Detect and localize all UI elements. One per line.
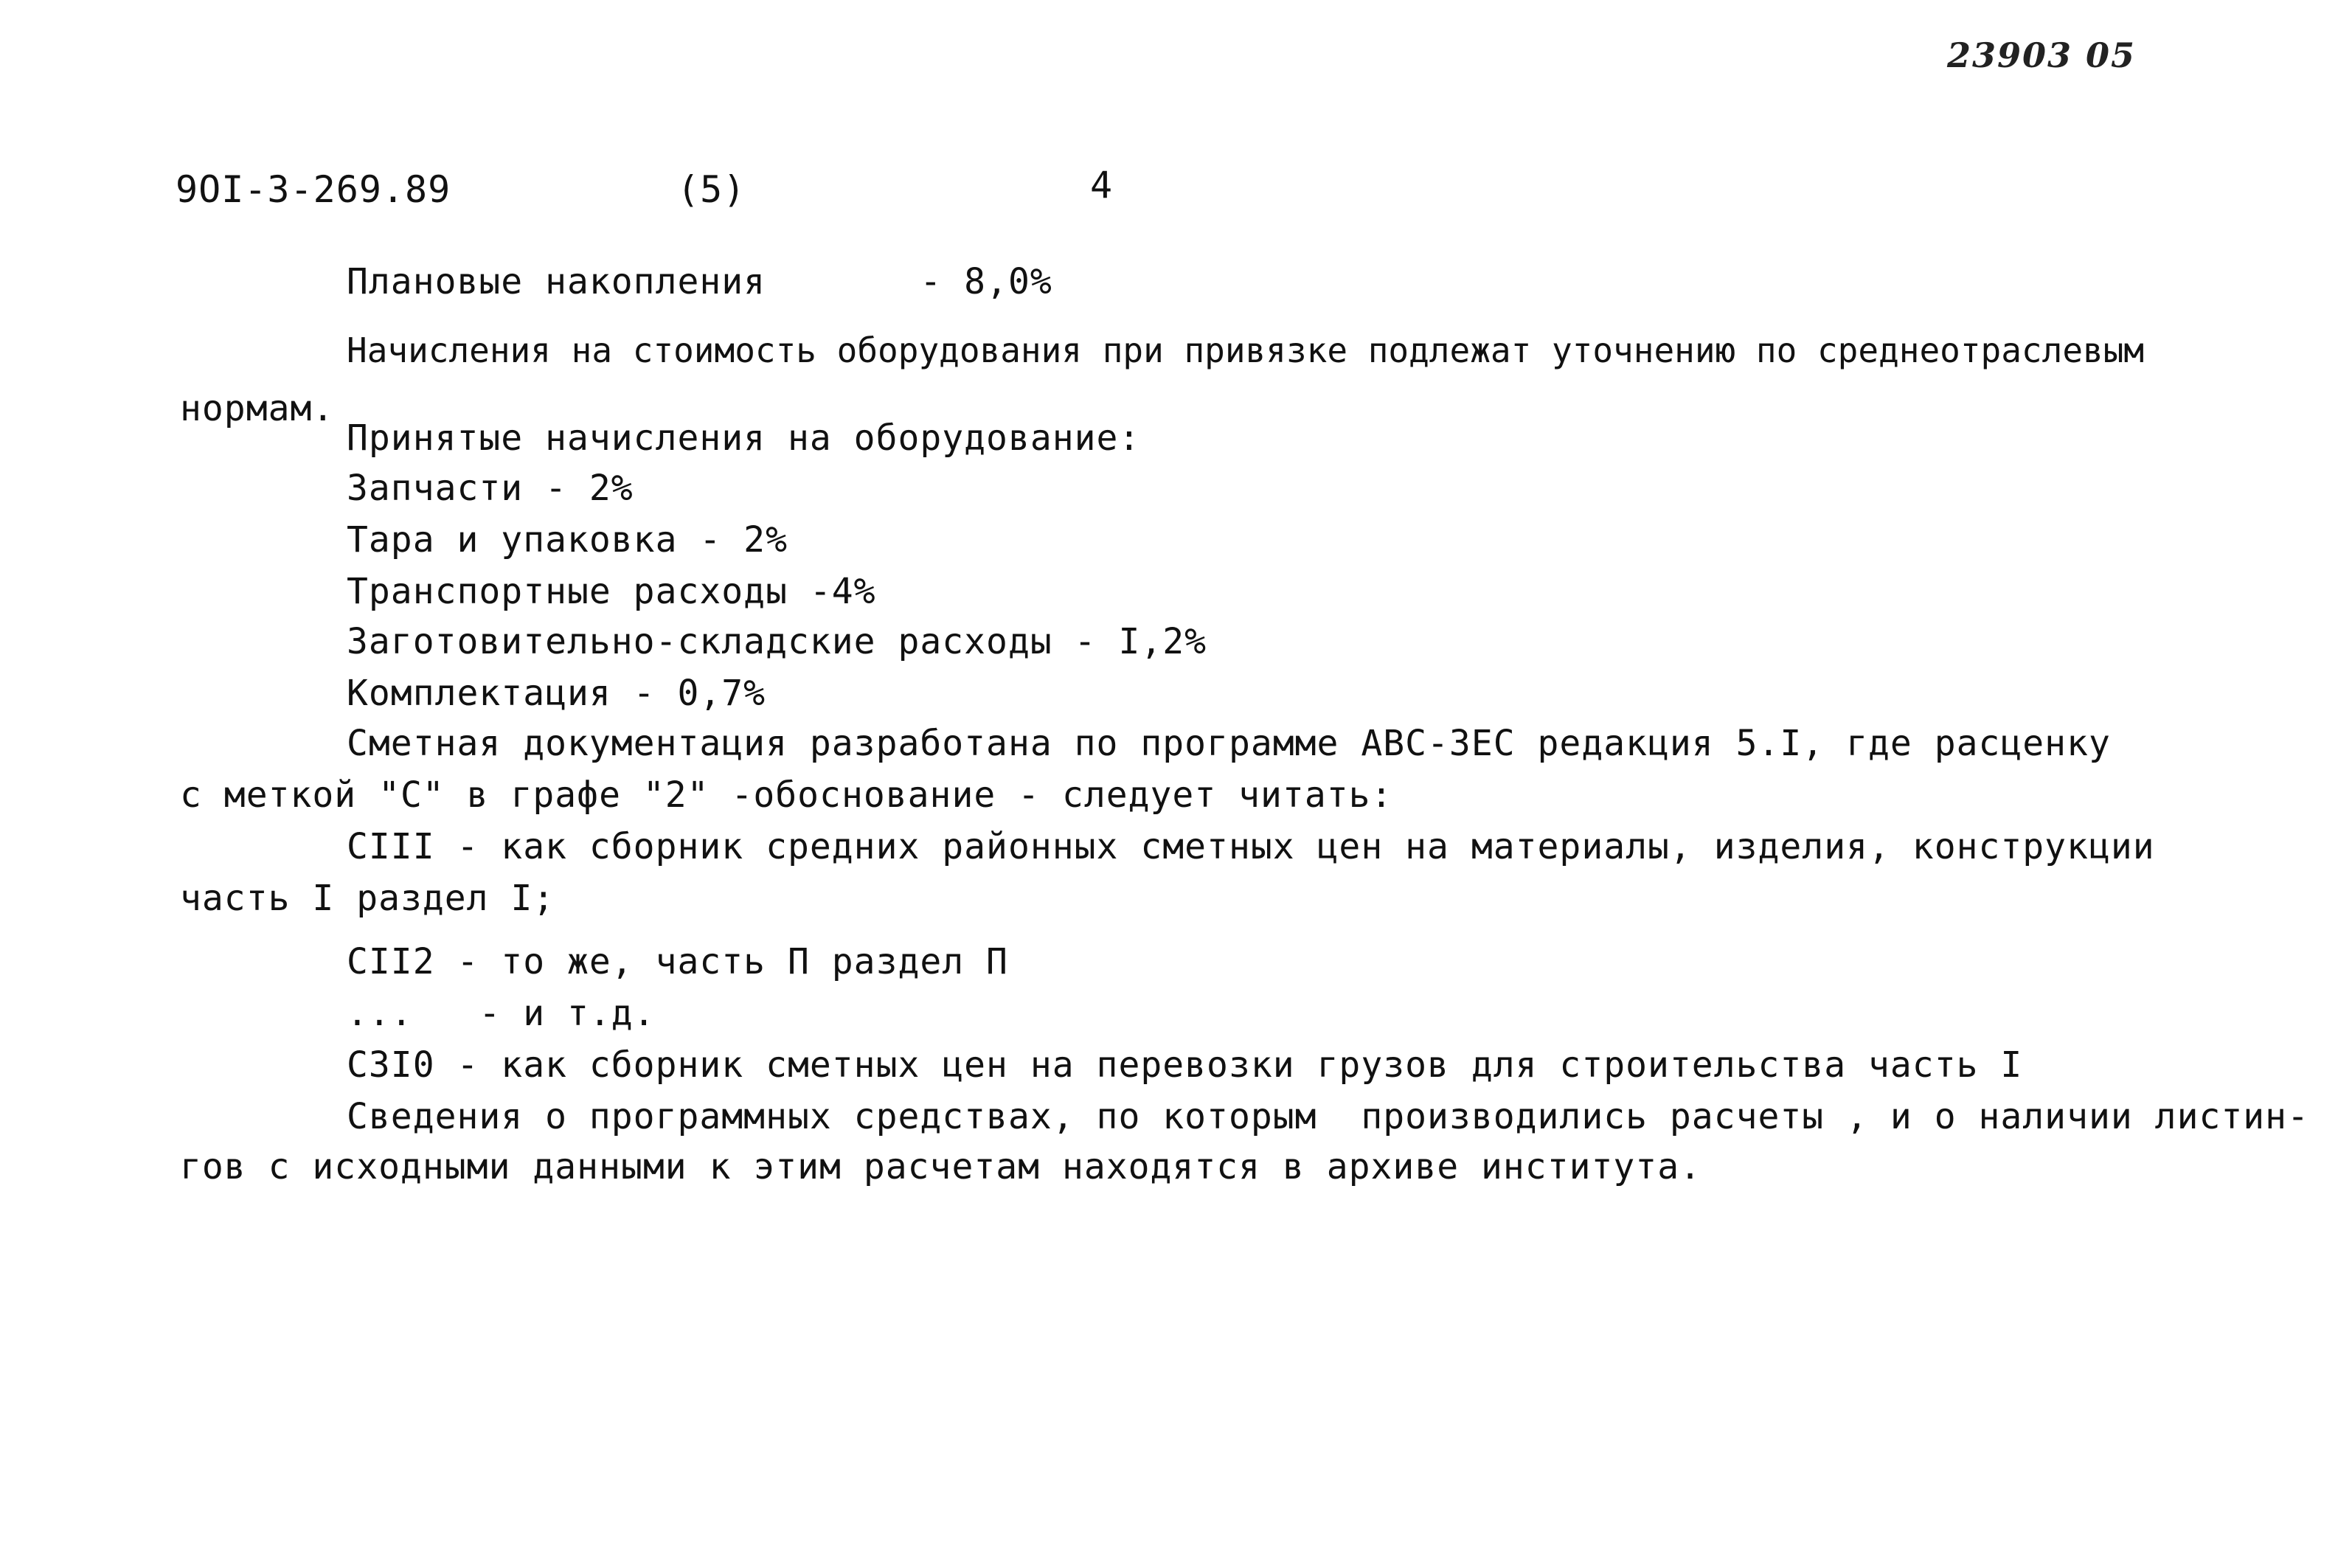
text-line: С3I0 - как сборник сметных цен на перевозки грузов для строительства часть I [347, 1044, 2023, 1086]
text-line: гов с исходными данными к этим расчетам находятся в архиве института. [180, 1146, 1701, 1187]
text-line: СII2 - то же, часть П раздел П [347, 941, 1008, 982]
text-line: с меткой "С" в графе "2" -обоснование - следует читать: [180, 774, 1393, 816]
text-line: Тара и упаковка - 2% [347, 519, 788, 561]
handwritten-stamp: 23903 05 [1947, 35, 2137, 75]
document-code: 9OI-3-269.89 [176, 168, 451, 211]
text-line: часть I раздел I; [180, 878, 555, 919]
text-line: Заготовительно-складские расходы - I,2% [347, 621, 1207, 662]
text-line: Начисления на стоимость оборудования при привязке подлежат уточнению по среднеотраслевым [347, 330, 2145, 370]
text-line: Сметная документация разработана по программе АВС-ЗЕС редакция 5.I, где расценку [347, 723, 2111, 764]
text-line: Сведения о программных средствах, по которым производились расчеты , и о наличии листин- [347, 1096, 2309, 1137]
text-line: СIII - как сборник средних районных сметных цен на материалы, изделия, конструкции [347, 826, 2155, 867]
text-line: Транспортные расходы -4% [347, 571, 876, 612]
text-line: Запчасти - 2% [347, 468, 634, 509]
text-line: нормам. [180, 388, 335, 429]
text-line: Комплектация - 0,7% [347, 673, 766, 714]
page-number: 4 [1090, 164, 1114, 207]
document-part: (5) [677, 168, 746, 211]
text-line: ... - и т.д. [347, 993, 656, 1034]
text-line: Плановые накопления - 8,0% [347, 261, 1052, 302]
text-line: Принятые начисления на оборудование: [347, 417, 1141, 459]
